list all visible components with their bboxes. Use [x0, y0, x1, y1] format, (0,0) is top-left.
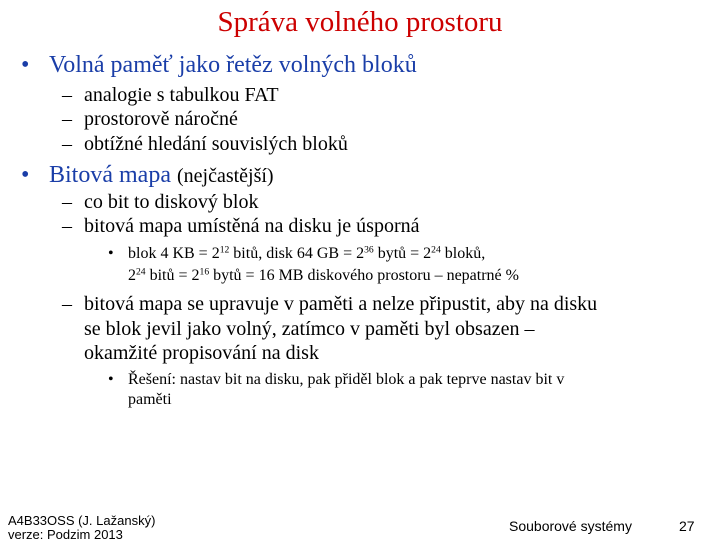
sub-item-bitmap-consistency-cont: se blok jevil jako volný, zatímco v paměti byl obsazen – — [84, 318, 535, 340]
dash-marker: – — [62, 108, 72, 130]
calc-text: bloků, — [440, 245, 486, 262]
calc-line-2 — [128, 267, 519, 285]
sub-item-bitmap-on-disk — [62, 215, 419, 238]
footer-course: A4B33OSS (J. Lažanský) — [8, 513, 156, 528]
sub-item-text: prostorově náročné — [84, 108, 238, 130]
footer-topic: Souborové systémy — [509, 518, 632, 534]
sub-item-fat-analogy — [62, 84, 279, 107]
bullet-text: Volná paměť jako řetěz volných bloků — [49, 52, 417, 78]
bullet-note: (nejčastější) — [176, 165, 274, 187]
calc-text: blok 4 KB = 2 — [128, 245, 220, 262]
slide-title: Správa volného prostoru — [217, 6, 503, 38]
calc-line-1 — [108, 245, 485, 263]
dash-marker: – — [62, 133, 72, 155]
sub-item-bitmap-consistency — [62, 293, 597, 316]
dash-marker: – — [62, 191, 72, 213]
sub-item-text: bitová mapa se upravuje v paměti a nelze připustit, aby na disku — [84, 293, 598, 315]
page-number: 27 — [679, 518, 695, 534]
bullet-free-list — [21, 52, 417, 79]
dot-marker: • — [108, 371, 114, 388]
sub-item-contiguous-search — [62, 133, 348, 156]
bullet-marker: • — [21, 162, 30, 188]
sub-item-text: bitová mapa umístěná na disku je úsporná — [84, 215, 420, 237]
calc-text: 2 — [128, 267, 136, 284]
exponent: 36 — [364, 244, 374, 256]
calc-text: bitů, disk 64 GB = 2 — [229, 245, 365, 262]
bullet-marker: • — [21, 52, 30, 78]
calc-text: bitů = 2 — [145, 267, 200, 284]
sub-item-bit-per-block — [62, 191, 258, 214]
sub-item-text: analogie s tabulkou FAT — [84, 84, 279, 106]
dash-marker: – — [62, 215, 72, 237]
dash-marker: – — [62, 84, 72, 106]
exponent: 24 — [431, 244, 441, 256]
solution-text: Řešení: nastav bit na disku, pak přiděl blok a pak teprve nastav bit v — [128, 371, 565, 388]
sub-item-text: obtížné hledání souvislých bloků — [84, 133, 348, 155]
calc-text: bytů = 2 — [373, 245, 432, 262]
footer-term: verze: Podzim 2013 — [8, 527, 123, 542]
sub-item-bitmap-consistency-cont: okamžité propisování na disk — [84, 342, 319, 364]
exponent: 12 — [219, 244, 230, 256]
sub-item-space-cost — [62, 108, 238, 131]
calc-text: bytů = 16 MB diskového prostoru – nepatrné % — [209, 267, 519, 284]
exponent: 16 — [199, 266, 210, 278]
dash-marker: – — [62, 293, 72, 315]
bullet-bitmap — [21, 162, 274, 189]
bullet-text: Bitová mapa — [49, 162, 171, 188]
solution-line-2: paměti — [128, 391, 172, 408]
sub-item-text: co bit to diskový blok — [84, 191, 259, 213]
dot-marker: • — [108, 245, 114, 262]
solution-line-1 — [108, 371, 564, 389]
exponent: 24 — [136, 266, 146, 278]
